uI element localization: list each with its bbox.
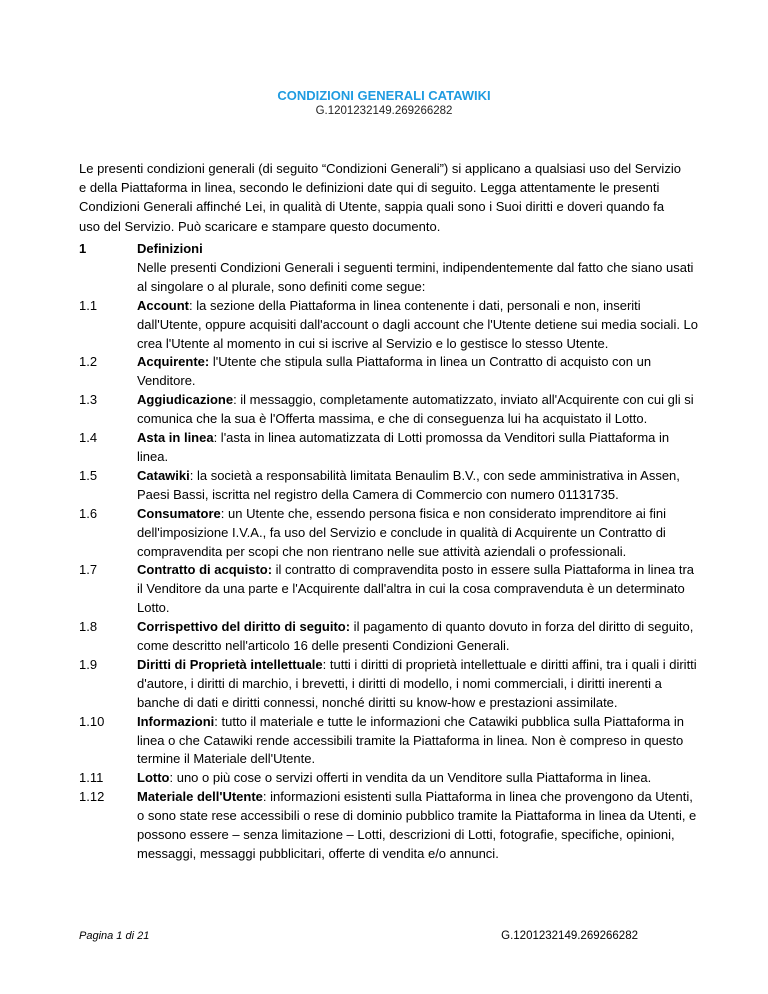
definition-text: l'Utente che stipula sulla Piattaforma in linea un Contratto di acquisto con un Venditore. [137, 354, 652, 389]
definition-item [79, 769, 699, 788]
definition-text: : un Utente che, essendo persona fisica e non considerato imprenditore ai fini dell'imposizione I.V.A., fa uso del Servizio e conclude in qualità di Acquirente un Contratto di compravendita per scopi che non rientrano nelle sue attività aziendali o professionali. [137, 505, 666, 559]
definition-number: 1.1 [79, 297, 98, 313]
definition-number: 1.9 [79, 656, 98, 672]
definition-text: il pagamento di quanto dovuto in forza del diritto di seguito, come descritto nell'articolo 16 delle presenti Condizioni Generali. [137, 619, 694, 654]
definition-text: : l'asta in linea automatizzata di Lotti promossa da Venditori sulla Piattaforma in linea. [137, 430, 670, 464]
definition-term: Contratto di acquisto: [137, 562, 273, 578]
definition-item [79, 467, 699, 505]
definition-text: il contratto di compravendita posto in essere sulla Piattaforma in linea tra il Venditore da una parte e l'Acquirente dall'altra in cui la cosa compravenduta è un determinato Lotto. [137, 562, 695, 616]
definition-item [79, 505, 699, 562]
definition-term: Lotto [137, 770, 170, 786]
definition-text: : la società a responsabilità limitata Benaulim B.V., con sede amministrativa in Assen, Paesi Bassi, iscritta nel registro della Camera di Commercio con numero 01131735. [137, 467, 680, 502]
definition-number: 1.2 [79, 354, 98, 370]
definition-number: 1.6 [79, 505, 98, 521]
definition-text: : uno o più cose o servizi offerti in vendita da un Venditore sulla Piattaforma in linea. [169, 770, 652, 786]
definition-item [79, 656, 699, 713]
definition-text: : il messaggio, completamente automatizzato, inviato all'Acquirente con cui gli si comunica che la sua è l'Offerta massima, e che di conseguenza lui ha acquistato il Lotto. [137, 392, 694, 427]
definition-item [79, 618, 699, 656]
definition-term: Acquirente: [137, 354, 210, 370]
definition-number: 1.8 [79, 619, 98, 635]
definition-item [79, 391, 699, 429]
definition-number: 1.7 [79, 562, 98, 578]
document-id: G.1201232149.269266282 [315, 105, 453, 117]
section-lead: Nelle presenti Condizioni Generali i seguenti termini, indipendentemente dal fatto che siano usati al singolare o al plurale, sono definiti come segue: [137, 259, 694, 294]
footer-document-id: G.1201232149.269266282 [501, 930, 638, 942]
definition-text: : tutti i diritti di proprietà intellettuale e diritti affini, tra i quali i diritti d'autore, i diritti di marchio, i brevetti, i diritti di modello, i nomi commerciali, i diritti inerenti a banche di dati e diritti connessi, nonché diritti su know-how e prestazioni assimilate. [137, 656, 697, 710]
definition-item [79, 561, 699, 618]
definition-text: : la sezione della Piattaforma in linea contenente i dati, personali e non, inseriti dall'Utente, oppure acquisiti dall'account o dagli account che l'Utente detiene sui media sociali. Lo crea l'Utente al momento in cui si iscrive al Servizio e lo gestisce lo stesso Utente. [137, 297, 699, 351]
definition-term: Catawiki [137, 467, 190, 483]
page-number: Pagina 1 di 21 [79, 930, 150, 942]
definition-term: Account [137, 297, 189, 313]
section-definitions [79, 240, 699, 864]
definition-item [79, 429, 699, 467]
intro-paragraph: Le presenti condizioni generali (di seguito “Condizioni Generali”) si applicano a qualsiasi uso del Servizio e della Piattaforma in linea, secondo le definizioni date qui di seguito. Legga attentamente le presenti Condizioni Generali affinché Lei, in qualità di Utente, sappia quali sono i Suoi diritti e doveri quando fa uso del Servizio. Può scaricare e stampare questo documento. [79, 161, 681, 234]
definition-item [79, 353, 699, 391]
section-heading-row [79, 240, 699, 297]
definition-term: Asta in linea [137, 430, 214, 446]
section-number: 1 [79, 241, 87, 256]
definition-term: Consumatore [137, 505, 221, 521]
definition-text: : tutto il materiale e tutte le informazioni che Catawiki pubblica sulla Piattaforma in linea o che Catawiki rende accessibili tramite la Piattaforma in linea. Non è compreso in questo termine il Materiale dell'Utente. [137, 713, 684, 767]
document-title: CONDIZIONI GENERALI CATAWIKI [277, 88, 491, 103]
definition-number: 1.4 [79, 430, 98, 446]
definition-text: : informazioni esistenti sulla Piattaforma in linea che provengono da Utenti, o sono state rese accessibili o rese di dominio pubblico tramite la Piattaforma in linea da Utenti, e possono essere – senza limitazione – Lotti, descrizioni di Lotti, fotografie, specifiche, opinioni, messaggi, messaggi pubblicitari, offerte di vendita e/o annunci. [137, 789, 697, 861]
definition-number: 1.10 [79, 713, 105, 729]
definition-item [79, 713, 699, 770]
definition-item [79, 788, 699, 864]
definition-number: 1.12 [79, 789, 105, 805]
definition-term: Diritti di Proprietà intellettuale [137, 656, 323, 672]
definition-number: 1.3 [79, 392, 98, 408]
definition-number: 1.11 [79, 770, 104, 786]
definition-term: Corrispettivo del diritto di seguito: [137, 619, 351, 635]
definition-term: Informazioni [137, 713, 215, 729]
section-heading: Definizioni [137, 241, 203, 256]
definition-number: 1.5 [79, 467, 98, 483]
definition-item [79, 297, 699, 354]
definition-term: Materiale dell'Utente [137, 789, 263, 805]
definition-term: Aggiudicazione [137, 392, 234, 408]
